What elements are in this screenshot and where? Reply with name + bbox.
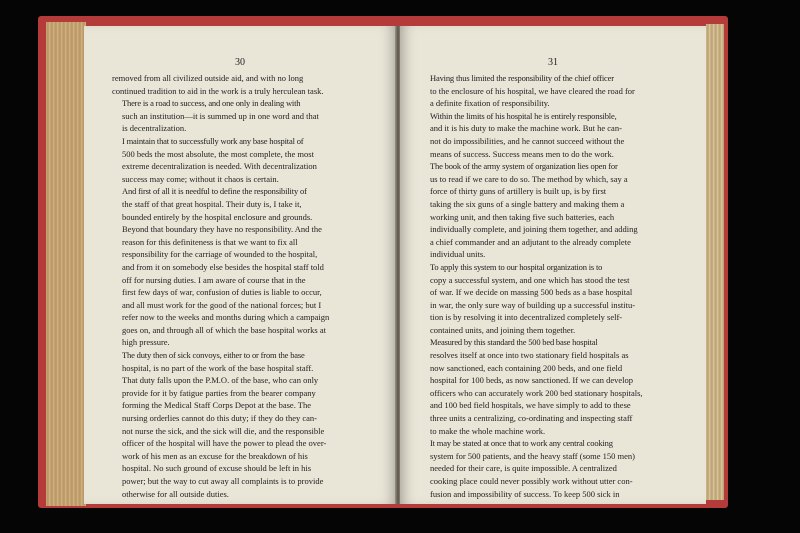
- text-line: working unit, and then taking five such batteries, each: [430, 211, 615, 222]
- paragraph: [112, 97, 372, 135]
- text-line: 500 beds the most absolute, the most complete, the most: [122, 148, 314, 159]
- text-line: contained units, and joining them together.: [430, 324, 576, 335]
- text-line: not nurse the sick, and the sick will die, and the responsible: [122, 425, 325, 436]
- text-line: system for 500 patients, and the heavy staff (some 150 men): [430, 450, 635, 461]
- text-line: otherwise for all outside duties.: [122, 488, 229, 499]
- text-line: To apply this system to our hospital organization is to: [430, 261, 603, 272]
- right-page: [400, 26, 706, 504]
- text-line: of war. If we decide on massing 500 beds as a base hospital: [430, 287, 633, 298]
- text-line: needed for their care, is quite impossible. A centralized: [430, 463, 617, 474]
- text-line: That duty falls upon the P.M.O. of the base, who can only: [122, 375, 319, 386]
- paragraph: [420, 110, 692, 160]
- paragraph: [112, 72, 372, 97]
- text-line: responsibility for the carriage of wounded to the hospital,: [122, 249, 318, 260]
- right-page-edges: [706, 24, 724, 500]
- text-line: such an institution—it is summed up in one word and that: [122, 110, 319, 121]
- left-page: [84, 26, 396, 504]
- text-line: to make the whole machine work.: [430, 425, 546, 436]
- text-line: officer of the hospital will have the power to plead the over-: [122, 438, 327, 449]
- text-line: and 100 bed field hospitals, we have simply to add to these: [430, 400, 631, 411]
- text-line: There is a road to success, and one only in dealing with: [122, 98, 301, 109]
- text-line: fusion and impossibility of success. To keep 500 sick in: [430, 488, 620, 499]
- text-line: work of his men as an excuse for the breakdown of his: [122, 450, 308, 461]
- text-line: reason for this definiteness is that we want to fix all: [122, 236, 298, 247]
- text-line: us to read if we care to do so. The method by which, say a: [430, 173, 628, 184]
- text-line: Having thus limited the responsibility of the chief officer: [430, 73, 614, 83]
- text-line: refer now to the weeks and months during which a campaign: [122, 312, 330, 323]
- text-line: power; but the way to cut away all complaints is to provide: [122, 476, 324, 486]
- paragraph: [420, 160, 692, 261]
- paragraph: [420, 72, 692, 110]
- page-number-left: 30: [235, 57, 245, 68]
- text-line: individually complete, and joining them together, and adding: [430, 224, 638, 235]
- text-line: bounded entirely by the hospital enclosure and grounds.: [122, 211, 313, 222]
- text-line: success may come; without it chaos is certain.: [122, 173, 279, 184]
- paragraph: [420, 261, 692, 337]
- text-line: forming the Medical Staff Corps Depot at the base. The: [122, 400, 312, 411]
- text-line: I maintain that to successfully work any base hospital of: [122, 135, 304, 146]
- text-line: hospital, is no part of the work of the base hospital staff.: [122, 362, 314, 373]
- text-line: in war, the only sure way of building up a successful institu-: [430, 299, 636, 310]
- text-line: copy a successful system, and one which has stood the test: [430, 274, 630, 285]
- text-line: resolves itself at once into two stationary field hospitals as: [430, 350, 629, 361]
- paragraph: [112, 185, 372, 349]
- text-line: The duty then of sick convoys, either to or from the base: [122, 350, 305, 361]
- text-line: and from it on somebody else besides the hospital staff told: [122, 261, 324, 272]
- left-page-text: [112, 72, 372, 500]
- text-line: Within the limits of his hospital he is entirely responsible,: [430, 110, 617, 121]
- text-line: goes on, and through all of which the base hospital works at: [122, 324, 326, 335]
- text-line: is decentralization.: [122, 123, 187, 134]
- text-line: means of success. Success means men to do the work.: [430, 148, 614, 159]
- text-line: nursing orderlies cannot do this duty; if they do they can-: [122, 413, 317, 424]
- left-page-edges: [46, 22, 86, 506]
- text-line: Measured by this standard the 500 bed base hospital: [430, 337, 598, 348]
- text-line: a chief commander and an adjutant to the already complete: [430, 236, 631, 247]
- text-line: tion is by resolving it into decentralized completely self-: [430, 312, 623, 323]
- text-line: three units a centralizing, co-ordinating and inspecting staff: [430, 413, 633, 424]
- text-line: off for nursing duties. I am aware of course that in the: [122, 274, 306, 285]
- right-page-text: [420, 72, 692, 500]
- text-line: continued tradition to aid in the work is a truly herculean task.: [112, 85, 324, 96]
- text-line: hospital. No such ground of excuse should be left in his: [122, 463, 312, 474]
- text-line: first few days of war, confusion of duties is liable to occur,: [122, 287, 322, 298]
- text-line: Beyond that boundary they have no responsibility. And the: [122, 224, 322, 235]
- text-line: not do impossibilities, and he cannot succeed without the: [430, 135, 625, 146]
- text-line: force of thirty guns of artillery is built up, is by first: [430, 186, 607, 197]
- text-line: The book of the army system of organization lies open for: [430, 161, 618, 172]
- paragraph: [112, 349, 372, 500]
- text-line: cooking place could never possibly work without utter con-: [430, 476, 633, 486]
- text-line: provide for it by fatigue parties from the bearer company: [122, 387, 316, 398]
- text-line: high pressure.: [122, 337, 170, 348]
- text-line: the staff of that great hospital. Their duty is, I take it,: [122, 198, 302, 209]
- text-line: and all must work for the good of the national forces; but I: [122, 299, 322, 310]
- text-line: extreme decentralization is needed. With decentralization: [122, 161, 317, 172]
- text-line: to the enclosure of his hospital, we have cleared the road for: [430, 85, 635, 96]
- text-line: taking the six guns of a single battery and making them a: [430, 198, 625, 209]
- text-line: a definite fixation of responsibility.: [430, 98, 550, 109]
- text-line: officers who can accurately work 200 bed stationary hospitals,: [430, 387, 643, 398]
- paragraph: [420, 437, 692, 500]
- page-number-right: 31: [548, 57, 558, 68]
- text-line: It may be stated at once that to work any central cooking: [430, 438, 613, 449]
- text-line: And first of all it is needful to define the responsibility of: [122, 186, 307, 197]
- text-line: removed from all civilized outside aid, and with no long: [112, 73, 304, 83]
- text-line: now sanctioned, each containing 200 beds, and one field: [430, 362, 623, 373]
- text-line: individual units.: [430, 249, 486, 260]
- text-line: hospital for 100 beds, as now sanctioned. If we can develop: [430, 375, 633, 386]
- paragraph: [420, 336, 692, 437]
- text-line: and it is his duty to make the machine work. But he can-: [430, 123, 622, 134]
- paragraph: [112, 135, 372, 185]
